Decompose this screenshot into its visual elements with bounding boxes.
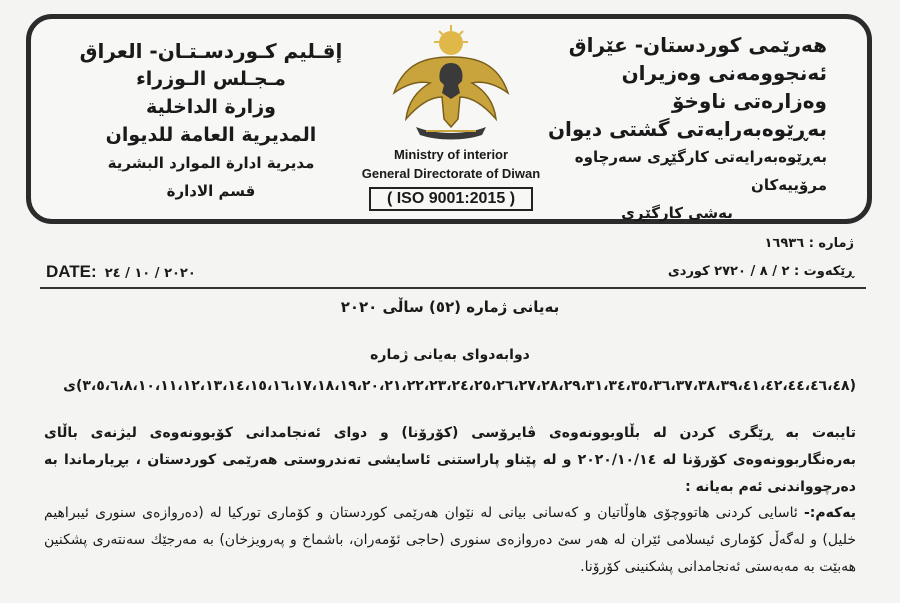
english-ministry-line: Ministry of interior xyxy=(393,147,509,162)
kurdish-line-1: هەرێمی کوردستان- عێراق xyxy=(568,33,827,57)
emblem-block xyxy=(351,23,551,223)
reference-date-kurdish: ڕێکەوت : ٢ / ٨ / ٢٧٢٠ كوردی xyxy=(667,264,854,279)
kurdish-line-6: بەشی کارگێڕی xyxy=(621,204,733,222)
intro-paragraph: تایبەت بە ڕێگری کردن لە بڵاوبوونەوەی ڤایرۆسی (كۆرۆنا) و دوای ئەنجامدانی كۆبوونەوەی لیژنەی باڵای بەرەنگاربوونەوەی كۆرۆنا لە ٢٠٢٠/١٠/١٤ و لە پێناو پاراستنی ئاسایشی تەندروستی هەرێمی كوردستان ، بڕیارماندا بە دەرچوواندنی ئەم بەیانە : xyxy=(44,425,856,495)
iso-badge: ( ISO 9001:2015 ) xyxy=(369,187,533,211)
kurdish-line-4: بەڕێوەبەرایەتی گشتی دیوان xyxy=(547,117,827,141)
arabic-line-6: قسم الادارة xyxy=(166,182,256,200)
english-directorate-line: General Directorate of Diwan xyxy=(361,166,541,181)
document-subtitle: دوابەدوای بەیانی ژمارە xyxy=(370,347,530,363)
english-date xyxy=(46,262,196,282)
kurdish-line-5: بەڕێوەبەرایەتی كارگێڕی سەرچاوە مرۆییەکان xyxy=(574,148,827,194)
divider-line xyxy=(40,287,866,289)
kurdish-letterhead xyxy=(527,31,827,227)
first-clause-text: ئاسایی كردنی هاتووچۆی هاوڵاتیان و كەسانی بیانی لە نێوان هەرێمی كوردستان و كۆماری توركیا لە (دەروازەی سنوری ئیبراهیم خلیل) و لەگەڵ كۆماری ئیسلامی ئێران لە هەر سێ دەروازەی سنوری (حاجی ئۆمەران، باشماخ و پەرویزخان) بە مەرجێك سەنتەری پشكنین هەبێت بە مەبەستی ئەنجامدانی پشكنینی كۆرۆنا. xyxy=(44,505,856,575)
referenced-statement-numbers: (٣،٥،٦،٨،١٠،١١،١٢،١٣،١٤،١٥،١٦،١٧،١٨،١٩،٢٠،٢١،٢٢،٢٣،٢٤،٢٥،٢٦،٢٧،٢٨،٢٩،٣١،٣٤،٣٥،٣٦،٣٧،٣٨،٣٩،٤١،٤٢،٤٤،٤٦،٤٨)ی xyxy=(63,378,856,394)
eagle-emblem-icon xyxy=(386,23,516,145)
letterhead-frame xyxy=(26,14,872,224)
arabic-letterhead xyxy=(71,37,351,205)
arabic-line-5: مديرية ادارة الموارد البشرية xyxy=(107,154,315,172)
reference-number: ژمارە : ١٦٩٣٦ xyxy=(764,236,854,251)
arabic-line-1: إقـليم كـوردسـتـان- العراق xyxy=(79,39,343,63)
kurdish-line-2: ئەنجوومەنی وەزیران xyxy=(621,61,827,85)
first-clause-paragraph xyxy=(44,500,856,581)
date-value: ٢٠٢٠ / ١٠ / ٢٤ xyxy=(104,266,196,281)
first-clause-lead: یەكەم:- xyxy=(803,505,856,521)
kurdish-line-3: وەزارەتی ناوخۆ xyxy=(671,89,827,113)
document-title: بەیانی ژمارە (٥٢) ساڵی ٢٠٢٠ xyxy=(340,298,560,316)
date-label: DATE: xyxy=(46,262,97,281)
arabic-line-3: وزارة الداخلية xyxy=(146,96,276,118)
arabic-line-4: المديرية العامة للديوان xyxy=(105,124,317,146)
arabic-line-2: مـجـلس الـوزراء xyxy=(136,68,286,90)
